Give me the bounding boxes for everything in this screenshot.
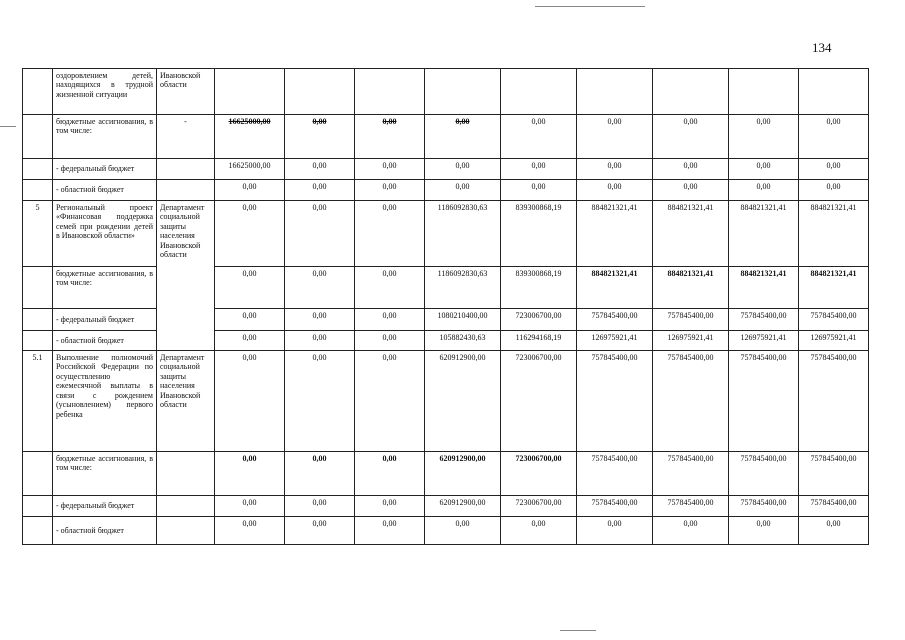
value-cell: 839300868,19 — [501, 201, 577, 267]
row-executor-cell — [157, 159, 215, 180]
value-cell: 0,00 — [285, 309, 355, 331]
row-executor-cell — [157, 452, 215, 496]
value-cell: 723006700,00 — [501, 496, 577, 517]
value-cell: 0,00 — [653, 180, 729, 201]
value-cell: 757845400,00 — [653, 309, 729, 331]
row-executor-cell — [157, 517, 215, 545]
value-cell — [653, 69, 729, 115]
row-name-cell: - федеральный бюджет — [53, 496, 157, 517]
value-cell: 0,00 — [653, 115, 729, 159]
value-cell — [577, 69, 653, 115]
budget-table — [22, 68, 869, 545]
row-number-cell — [23, 496, 53, 517]
row-number-cell — [23, 180, 53, 201]
value-cell: 0,00 — [577, 180, 653, 201]
row-executor-cell: Ивановской области — [157, 69, 215, 115]
value-cell: 0,00 — [355, 351, 425, 452]
row-number-cell: 5 — [23, 201, 53, 267]
value-cell: 0,00 — [501, 115, 577, 159]
row-name-cell: - областной бюджет — [53, 517, 157, 545]
row-executor-cell — [157, 496, 215, 517]
value-cell: 757845400,00 — [653, 452, 729, 496]
value-cell: 757845400,00 — [653, 496, 729, 517]
value-cell: 0,00 — [285, 331, 355, 351]
scan-artifact-left-mark — [0, 126, 16, 127]
table-row — [23, 115, 869, 159]
value-cell: 757845400,00 — [729, 351, 799, 452]
value-cell: 757845400,00 — [799, 452, 869, 496]
row-number-cell — [23, 309, 53, 331]
value-cell: 0,00 — [285, 180, 355, 201]
value-cell: 884821321,41 — [799, 201, 869, 267]
value-cell: 757845400,00 — [577, 309, 653, 331]
scan-artifact-bottom-line — [560, 630, 596, 631]
value-cell — [425, 69, 501, 115]
value-cell: 126975921,41 — [653, 331, 729, 351]
table-row — [23, 351, 869, 452]
value-cell — [285, 69, 355, 115]
value-cell: 0,00 — [355, 517, 425, 545]
value-cell: 0,00 — [285, 267, 355, 309]
row-name-cell: - федеральный бюджет — [53, 309, 157, 331]
value-cell: 884821321,41 — [577, 267, 653, 309]
value-cell: 0,00 — [653, 159, 729, 180]
scan-artifact-top-line — [535, 6, 645, 7]
value-cell: 0,00 — [355, 201, 425, 267]
value-cell: 757845400,00 — [799, 496, 869, 517]
value-cell: 0,00 — [729, 180, 799, 201]
value-cell: 0,00 — [653, 517, 729, 545]
row-number-cell — [23, 69, 53, 115]
value-cell — [799, 69, 869, 115]
row-number-cell — [23, 267, 53, 309]
value-cell: 0,00 — [425, 180, 501, 201]
value-cell: 0,00 — [285, 517, 355, 545]
table-row — [23, 267, 869, 309]
value-cell: 0,00 — [355, 452, 425, 496]
value-cell: 839300868,19 — [501, 267, 577, 309]
value-cell: 620912900,00 — [425, 452, 501, 496]
value-cell: 757845400,00 — [577, 351, 653, 452]
value-cell — [355, 69, 425, 115]
value-cell: 0,00 — [799, 180, 869, 201]
value-cell: 0,00 — [285, 351, 355, 452]
table-row — [23, 180, 869, 201]
row-executor-cell — [157, 180, 215, 201]
value-cell: 757845400,00 — [799, 309, 869, 331]
value-cell: 0,00 — [799, 115, 869, 159]
value-cell: 884821321,41 — [653, 201, 729, 267]
value-cell: 0,00 — [355, 496, 425, 517]
value-cell: 0,00 — [355, 267, 425, 309]
value-cell: 0,00 — [501, 159, 577, 180]
row-number-cell — [23, 159, 53, 180]
value-cell: 0,00 — [729, 517, 799, 545]
value-cell: 757845400,00 — [729, 309, 799, 331]
value-cell: 723006700,00 — [501, 309, 577, 331]
value-cell: 0,00 — [285, 159, 355, 180]
row-number-cell — [23, 331, 53, 351]
table-row — [23, 159, 869, 180]
row-number-cell — [23, 115, 53, 159]
value-cell: 884821321,41 — [653, 267, 729, 309]
value-cell: 126975921,41 — [799, 331, 869, 351]
table-row — [23, 201, 869, 267]
value-cell: 0,00 — [215, 331, 285, 351]
row-name-cell: бюджетные ассигнования, в том числе: — [53, 115, 157, 159]
value-cell: 0,00 — [215, 201, 285, 267]
row-name-cell: - областной бюджет — [53, 180, 157, 201]
value-cell — [501, 69, 577, 115]
value-cell: 0,00 — [215, 496, 285, 517]
table-row — [23, 69, 869, 115]
row-number-cell: 5.1 — [23, 351, 53, 452]
value-cell: 757845400,00 — [799, 351, 869, 452]
value-cell: 0,00 — [425, 517, 501, 545]
row-name-cell: оздоровлением детей, находящихся в трудной жизненной ситуации — [53, 69, 157, 115]
value-cell: 0,00 — [799, 517, 869, 545]
value-cell: 0,00 — [215, 267, 285, 309]
value-cell: 0,00 — [425, 159, 501, 180]
value-cell: 0,00 — [425, 115, 501, 159]
value-cell: 0,00 — [285, 496, 355, 517]
value-cell: 0,00 — [577, 159, 653, 180]
value-cell: 0,00 — [285, 452, 355, 496]
value-cell: 0,00 — [215, 351, 285, 452]
row-name-cell: - областной бюджет — [53, 331, 157, 351]
value-cell: 757845400,00 — [653, 351, 729, 452]
value-cell: 0,00 — [355, 159, 425, 180]
value-cell: 0,00 — [285, 201, 355, 267]
page-number: 134 — [812, 40, 832, 55]
row-name-cell: бюджетные ассигнования, в том числе: — [53, 452, 157, 496]
value-cell: 1186092830,63 — [425, 201, 501, 267]
table-row — [23, 496, 869, 517]
value-cell: 0,00 — [355, 180, 425, 201]
table-row — [23, 452, 869, 496]
value-cell: 16625000,00 — [215, 159, 285, 180]
value-cell: 884821321,41 — [729, 201, 799, 267]
value-cell: 0,00 — [729, 159, 799, 180]
value-cell: 0,00 — [215, 452, 285, 496]
value-cell: 0,00 — [215, 180, 285, 201]
row-executor-cell: Департамент социальной защиты населения Ивановской области — [157, 201, 215, 351]
table-row — [23, 517, 869, 545]
value-cell: 1186092830,63 — [425, 267, 501, 309]
value-cell: 0,00 — [355, 309, 425, 331]
value-cell: 0,00 — [355, 331, 425, 351]
value-cell: 757845400,00 — [729, 496, 799, 517]
value-cell: 1080210400,00 — [425, 309, 501, 331]
value-cell: 620912900,00 — [425, 496, 501, 517]
value-cell: 0,00 — [577, 115, 653, 159]
value-cell: 884821321,41 — [799, 267, 869, 309]
value-cell: 0,00 — [285, 115, 355, 159]
row-executor-cell: - — [157, 115, 215, 159]
table-row — [23, 331, 869, 351]
value-cell: 105882430,63 — [425, 331, 501, 351]
value-cell: 884821321,41 — [729, 267, 799, 309]
value-cell: 126975921,41 — [577, 331, 653, 351]
value-cell: 757845400,00 — [577, 452, 653, 496]
value-cell — [729, 69, 799, 115]
value-cell: 0,00 — [799, 159, 869, 180]
value-cell: 0,00 — [577, 517, 653, 545]
value-cell: 723006700,00 — [501, 452, 577, 496]
value-cell: 126975921,41 — [729, 331, 799, 351]
value-cell: 0,00 — [355, 115, 425, 159]
row-number-cell — [23, 452, 53, 496]
row-name-cell: Региональный проект «Финансовая поддержка семей при рождении детей в Ивановской области» — [53, 201, 157, 267]
value-cell: 0,00 — [215, 309, 285, 331]
value-cell: 116294168,19 — [501, 331, 577, 351]
value-cell: 16625000,00 — [215, 115, 285, 159]
value-cell: 0,00 — [501, 517, 577, 545]
value-cell — [215, 69, 285, 115]
value-cell: 723006700,00 — [501, 351, 577, 452]
value-cell: 0,00 — [215, 517, 285, 545]
row-name-cell: - федеральный бюджет — [53, 159, 157, 180]
value-cell: 0,00 — [729, 115, 799, 159]
value-cell: 0,00 — [501, 180, 577, 201]
row-name-cell: бюджетные ассигнования, в том числе: — [53, 267, 157, 309]
row-executor-cell: Департамент социальной защиты населения Ивановской области — [157, 351, 215, 452]
row-name-cell: Выполнение полномочий Российской Федерации по осуществлению ежемесячной выплаты в связи с рождением (усыновлением) первого ребенка — [53, 351, 157, 452]
value-cell: 757845400,00 — [577, 496, 653, 517]
table-row — [23, 309, 869, 331]
value-cell: 884821321,41 — [577, 201, 653, 267]
value-cell: 620912900,00 — [425, 351, 501, 452]
row-number-cell — [23, 517, 53, 545]
value-cell: 757845400,00 — [729, 452, 799, 496]
